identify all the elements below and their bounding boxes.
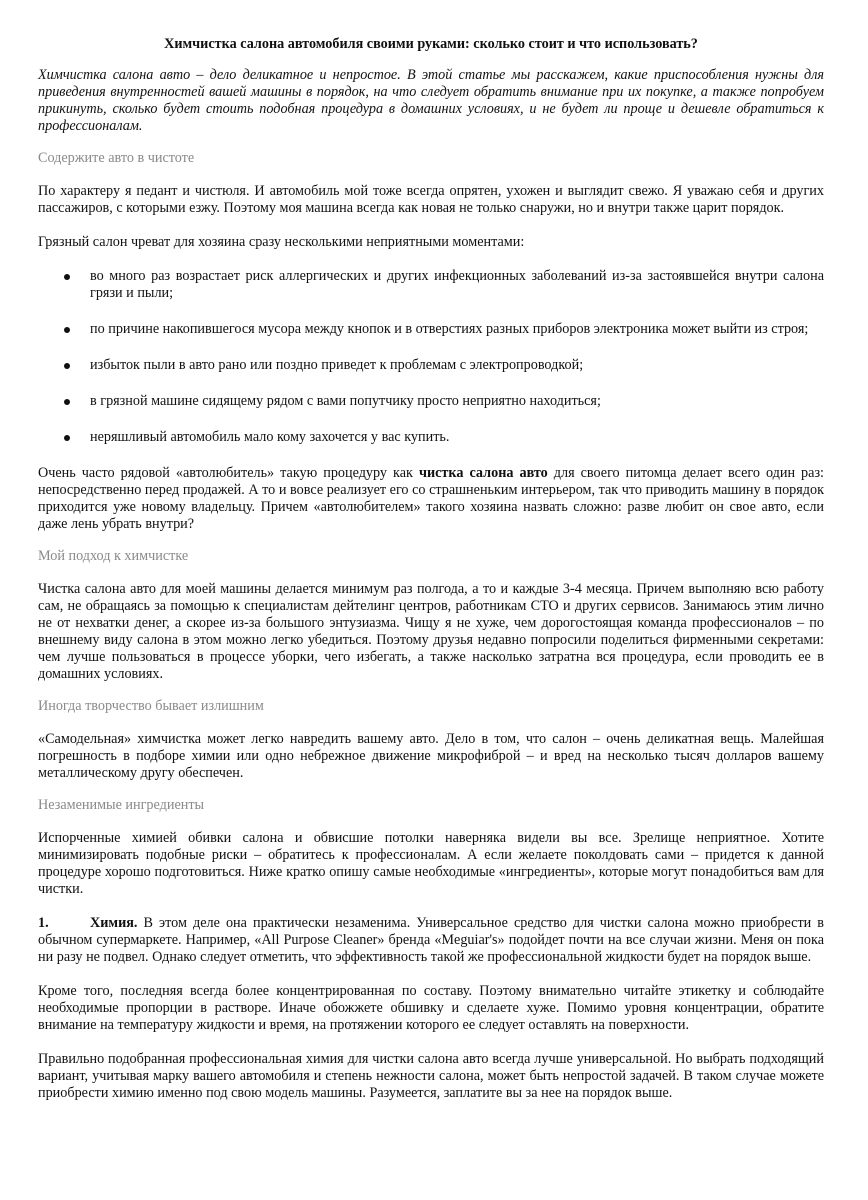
list-item: [38, 393, 824, 410]
bullet-icon: [64, 274, 70, 280]
bullet-list: [38, 268, 824, 446]
paragraph: «Самодельная» химчистка может легко навредить вашему авто. Дело в том, что салон – очень деликатная вещь. Малейшая погрешность в подборе химии или одно небрежное движение микрофиброй – и вред на несколько тысяч долларов вашему металлическому другу обеспечен.: [38, 731, 824, 781]
bullet-icon: [64, 363, 70, 369]
list-item: [38, 357, 824, 374]
list-item-text: неряшливый автомобиль мало кому захочется у вас купить.: [90, 429, 450, 445]
list-item-text: в грязной машине сидящему рядом с вами попутчику просто неприятно находиться;: [90, 393, 601, 409]
section-heading-approach: Мой подход к химчистке: [38, 548, 189, 564]
list-item-text: избыток пыли в авто рано или поздно приведет к проблемам с электропроводкой;: [90, 357, 584, 373]
paragraph: По характеру я педант и чистюля. И автомобиль мой тоже всегда опрятен, ухожен и выглядит свежо. Я уважаю себя и других пассажиров, с которыми езжу. Поэтому моя машина всегда как новая не только снаружи, но и внутри также царит порядок.: [38, 183, 824, 216]
document-page: [38, 36, 824, 1119]
numbered-item: [38, 915, 824, 966]
list-item: [38, 268, 824, 302]
paragraph-text: Очень часто рядовой «автолюбитель» такую процедуру как: [38, 465, 419, 481]
paragraph-text: для своего питомца делает всего один раз: непосредственно перед продажей. А то и вовсе реализует его со страшненьким интерьером, так что приводить машину в порядок приходится уже новому владельцу. Причем «автолюбителем» такого хозяина назвать сложно: разве любит он свое авто, если даже лень убрать внутри?: [38, 465, 824, 532]
list-item: [38, 429, 824, 446]
paragraph: Кроме того, последняя всегда более концентрированная по составу. Поэтому внимательно читайте этикетку и соблюдайте необходимые пропорции в растворе. Иначе обожжете обшивку и сделаете хуже. Помимо уровня концентрации, обратите внимание на температуру жидкости и время, на протяжении которого ее следует оставлять на поверхности.: [38, 983, 824, 1033]
item-number: 1.: [38, 915, 49, 931]
item-term: Химия.: [90, 915, 138, 931]
section-heading-ingredients: Незаменимые ингредиенты: [38, 797, 205, 813]
paragraph: [38, 465, 824, 533]
paragraph: Испорченные химией обивки салона и обвисшие потолки наверняка видели вы все. Зрелище неприятное. Хотите минимизировать подобные риски – обратитесь к профессионалам. А если желаете поколдовать сами – придется к данной процедуре хорошо подготовиться. Ниже кратко опишу самые необходимые «ингредиенты», которые могут понадобиться вам для чистки.: [38, 830, 824, 897]
item-text: В этом деле она практически незаменима. Универсальное средство для чистки салона можно приобрести в обычном супермаркете. Например, «All Purpose Cleaner» бренда «Meguiar's» подойдет почти на все случаи жизни. Меня он пока ни разу не подвел. Однако следует отметить, что эффективность такой же профессиональной жидкости будет на порядок выше.: [38, 915, 824, 965]
keyword-bold: чистка салона авто: [418, 465, 548, 481]
article-intro: Химчистка салона авто – дело деликатное и непростое. В этой статье мы расскажем, какие приспособления нужны для приведения внутренностей вашей машины в порядок, на что следует обратить внимание при их покупке, а также попробуем прикинуть, сколько будет стоить подобная процедура в домашних условиях, и не будет ли проще и дешевле обратиться к профессионалам.: [38, 67, 824, 134]
article-title: Химчистка салона автомобиля своими руками: сколько стоит и что использовать?: [164, 36, 698, 52]
list-item-text: по причине накопившегося мусора между кнопок и в отверстиях разных приборов электроника может выйти из строя;: [90, 321, 809, 337]
paragraph: Правильно подобранная профессиональная химия для чистки салона авто всегда лучше универсальной. Но выбрать подходящий вариант, учитывая марку вашего автомобиля и степень нежности салона, может быть непростой задачей. В таком случае можете приобрести химию именно под свою модель машины. Разумеется, заплатите вы за нее на порядок выше.: [38, 1051, 824, 1101]
bullet-icon: [64, 399, 70, 405]
section-heading-creativity: Иногда творчество бывает излишним: [38, 698, 264, 714]
paragraph: Чистка салона авто для моей машины делается минимум раз полгода, а то и каждые 3-4 месяца. Причем выполняю всю работу сам, не обращаясь за помощью к специалистам дейтелинг центров, работникам СТО и других сервисов. Занимаюсь этим лично не от нехватки денег, а скорее из-за большого энтузиазма. Чищу я не хуже, чем дорогостоящая команда профессионалов – по внешнему виду салона в этом можно легко убедиться. Поэтому друзья недавно попросили поделиться фирменными секретами: чем лучше пользоваться в процессе уборки, чего избегать, а также насколько затратна вся процедура, если проводить ее в домашних условиях.: [38, 581, 824, 682]
section-heading-clean: Содержите авто в чистоте: [38, 150, 195, 166]
bullet-icon: [64, 435, 70, 441]
list-item-text: во много раз возрастает риск аллергических и других инфекционных заболеваний из-за застоявшейся внутри салона грязи и пыли;: [90, 268, 824, 301]
list-item: [38, 321, 824, 338]
paragraph: Грязный салон чреват для хозяина сразу несколькими неприятными моментами:: [38, 234, 525, 250]
bullet-icon: [64, 327, 70, 333]
